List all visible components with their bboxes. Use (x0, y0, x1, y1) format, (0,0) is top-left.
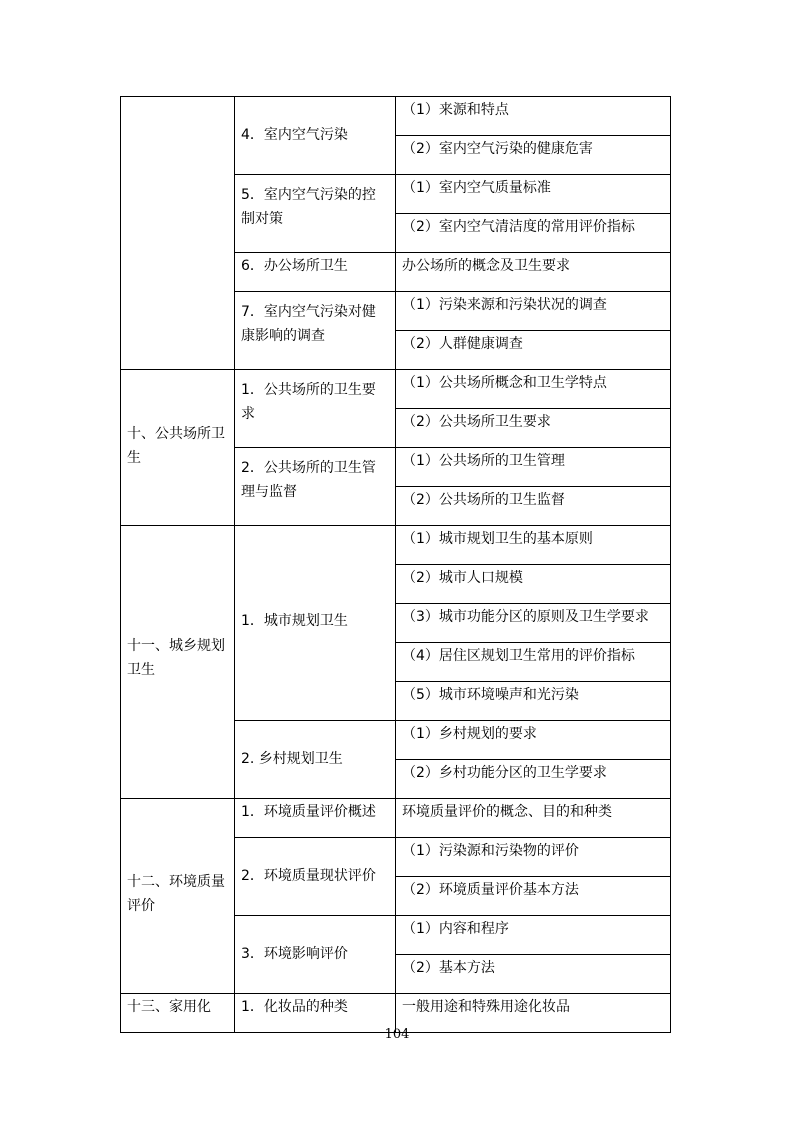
subtopic-cell (396, 760, 671, 799)
subtopic-label: （1）室内空气质量标准 (402, 180, 551, 196)
subtopic-label: （5）城市环境噪声和光污染 (402, 687, 579, 703)
topic-cell (235, 97, 396, 175)
topic-cell (235, 253, 396, 292)
subtopic-cell (396, 175, 671, 214)
section-title: 十一、城乡规划卫生 (127, 638, 225, 678)
section-title-cell (121, 799, 235, 994)
topic-label: 2. 乡村规划卫生 (241, 750, 343, 767)
subtopic-cell (396, 292, 671, 331)
subtopic-label: （2）乡村功能分区的卫生学要求 (402, 765, 607, 781)
subtopic-label: 办公场所的概念及卫生要求 (402, 258, 570, 274)
subtopic-label: （1）来源和特点 (402, 102, 509, 118)
topic-label: 3．环境影响评价 (241, 945, 348, 962)
subtopic-label: （2）城市人口规模 (402, 570, 523, 586)
subtopic-label: （1）公共场所的卫生管理 (402, 453, 565, 469)
subtopic-cell (396, 370, 671, 409)
topic-label: 1．环境质量评价概述 (241, 804, 376, 820)
topic-cell (235, 916, 396, 994)
subtopic-label: （2）人群健康调查 (402, 336, 523, 352)
subtopic-label: （2）公共场所卫生要求 (402, 414, 551, 430)
topic-cell (235, 526, 396, 721)
subtopic-label: 一般用途和特殊用途化妆品 (402, 999, 570, 1015)
topic-label: 1．化妆品的种类 (241, 999, 348, 1015)
subtopic-cell (396, 838, 671, 877)
subtopic-cell (396, 526, 671, 565)
subtopic-cell (396, 487, 671, 526)
section-title: 十三、家用化 (127, 999, 211, 1015)
topic-cell (235, 175, 396, 253)
section-title-cell (121, 370, 235, 526)
subtopic-cell (396, 643, 671, 682)
subtopic-label: （1）污染源和污染物的评价 (402, 843, 579, 859)
subtopic-label: （1）城市规划卫生的基本原则 (402, 531, 593, 547)
subtopic-cell (396, 97, 671, 136)
subtopic-label: （2）室内空气污染的健康危害 (402, 141, 593, 157)
subtopic-cell (396, 331, 671, 370)
subtopic-label: （1）内容和程序 (402, 921, 509, 937)
topic-cell (235, 799, 396, 838)
subtopic-cell (396, 214, 671, 253)
topic-cell (235, 292, 396, 370)
subtopic-cell (396, 136, 671, 175)
topic-label: 2．环境质量现状评价 (241, 867, 376, 884)
topic-cell (235, 721, 396, 799)
section-title: 十二、环境质量评价 (127, 873, 225, 914)
subtopic-label: （2）公共场所的卫生监督 (402, 492, 565, 508)
subtopic-label: （4）居住区规划卫生常用的评价指标 (402, 648, 635, 664)
topic-label: 2．公共场所的卫生管理与监督 (241, 460, 376, 500)
subtopic-cell (396, 253, 671, 292)
section-title: 十、公共场所卫生 (127, 425, 225, 466)
topic-cell (235, 448, 396, 526)
subtopic-label: （1）乡村规划的要求 (402, 726, 537, 742)
subtopic-label: 环境质量评价的概念、目的和种类 (402, 804, 612, 820)
topic-cell (235, 370, 396, 448)
subtopic-cell (396, 604, 671, 643)
topic-cell (235, 838, 396, 916)
subtopic-cell (396, 955, 671, 994)
page-number: 104 (384, 1027, 410, 1042)
subtopic-cell (396, 565, 671, 604)
subtopic-label: （3）城市功能分区的原则及卫生学要求 (402, 609, 649, 625)
topic-label: 1．城市规划卫生 (241, 612, 348, 629)
topic-label: 7．室内空气污染对健康影响的调查 (241, 304, 376, 344)
topic-label: 1．公共场所的卫生要求 (241, 382, 376, 422)
subtopic-label: （2）基本方法 (402, 960, 495, 976)
subtopic-label: （1）公共场所概念和卫生学特点 (402, 375, 607, 391)
subtopic-cell (396, 682, 671, 721)
section-title-cell (121, 526, 235, 799)
subtopic-label: （1）污染来源和污染状况的调查 (402, 297, 607, 313)
topic-label: 4．室内空气污染 (241, 127, 348, 143)
subtopic-cell (396, 799, 671, 838)
subtopic-cell (396, 409, 671, 448)
subtopic-label: （2）环境质量评价基本方法 (402, 882, 579, 898)
subtopic-cell (396, 448, 671, 487)
syllabus-table (120, 96, 671, 1033)
subtopic-cell (396, 721, 671, 760)
section-title-cell (121, 97, 235, 370)
topic-label: 5．室内空气污染的控制对策 (241, 187, 376, 227)
topic-label: 6．办公场所卫生 (241, 258, 348, 274)
subtopic-label: （2）室内空气清洁度的常用评价指标 (402, 219, 635, 235)
subtopic-cell (396, 877, 671, 916)
subtopic-cell (396, 916, 671, 955)
